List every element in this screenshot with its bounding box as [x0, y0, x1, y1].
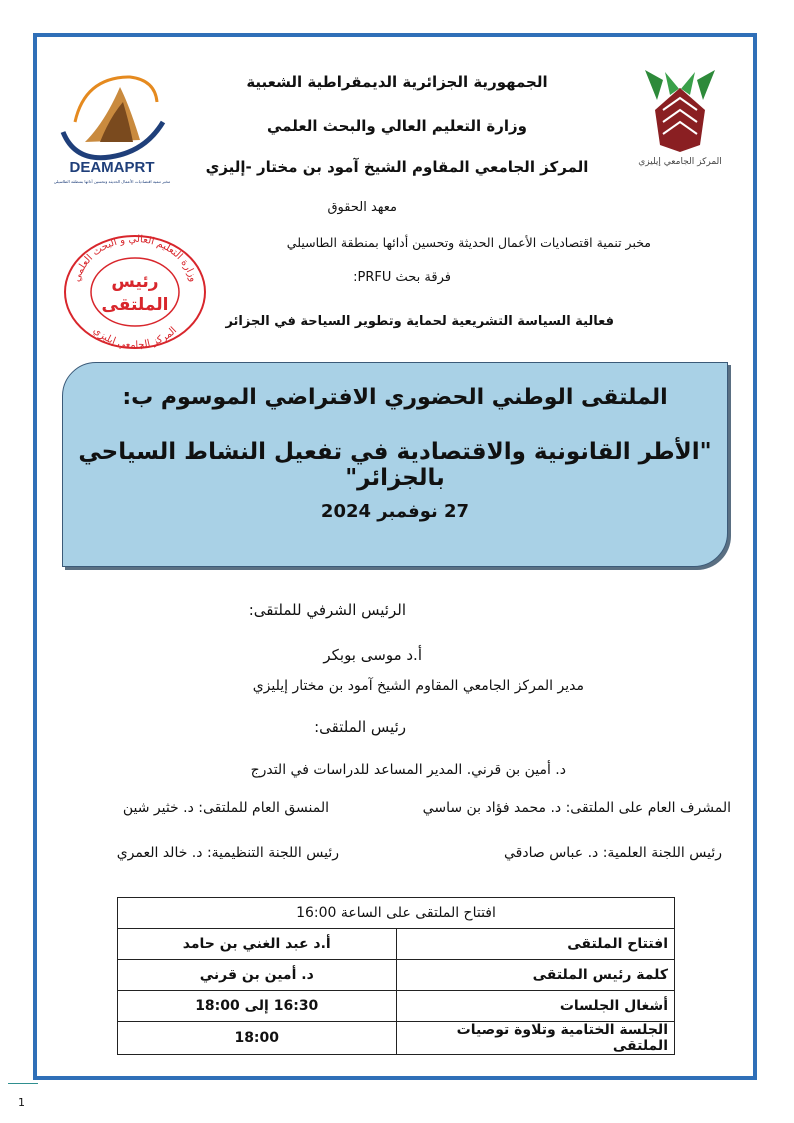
footer-divider	[8, 1083, 38, 1084]
honorary-label: الرئيس الشرفي للملتقى:	[248, 601, 406, 619]
table-row	[118, 991, 675, 1022]
page-number: 1	[18, 1096, 25, 1109]
official-stamp	[60, 230, 210, 350]
program-item: الجلسة الختامية وتلاوة توصيات الملتقى	[396, 1022, 675, 1055]
program-detail: 18:00	[118, 1022, 397, 1055]
program-detail: د. أمين بن قرني	[118, 960, 397, 991]
table-row	[118, 960, 675, 991]
svg-text:رئيس: رئيس	[111, 272, 159, 292]
honorary-role: مدير المركز الجامعي المقاوم الشيخ آمود بن مختار إيليزي	[252, 678, 584, 694]
general-coordinator: المنسق العام للملتقى: د. خثير شين	[122, 800, 329, 816]
chair-name: د. أمين بن قرني. المدير المساعد للدراسات في التدرج	[250, 762, 566, 778]
program-table	[117, 897, 675, 1055]
institute-name: معهد الحقوق	[327, 200, 397, 215]
table-row	[118, 898, 675, 929]
table-row	[118, 929, 675, 960]
conference-title: "الأطر القانونية والاقتصادية في تفعيل النشاط السياحي بالجزائر"	[78, 439, 712, 491]
ministry-title: وزارة التعليم العالي والبحث العلمي	[266, 117, 528, 135]
program-detail: أ.د عبد الغني بن حامد	[118, 929, 397, 960]
svg-text:المركز الجامعي إيليزي: المركز الجامعي إيليزي	[90, 325, 180, 350]
honorary-name: أ.د موسى بوبكر	[323, 646, 422, 664]
research-team: فرقة بحث PRFU:	[353, 270, 451, 285]
program-title: افتتاح الملتقى على الساعة 16:00	[118, 898, 675, 929]
republic-title: الجمهورية الجزائرية الديمقراطية الشعبية	[246, 73, 548, 91]
scientific-committee-chair: رئيس اللجنة العلمية: د. عباس صادقي	[504, 845, 722, 861]
svg-text:DEAMAPRT: DEAMAPRT	[69, 159, 155, 176]
svg-text:الملتقى: الملتقى	[101, 295, 169, 315]
title-banner	[62, 362, 728, 567]
center-title: المركز الجامعي المقاوم الشيخ آمود بن مختار -إليزي	[205, 158, 589, 176]
chair-label: رئيس الملتقى:	[314, 718, 406, 736]
program-detail: 16:30 إلى 18:00	[118, 991, 397, 1022]
table-row	[118, 1022, 675, 1055]
svg-text:المركز الجامعي إيليزي: المركز الجامعي إيليزي	[638, 157, 722, 167]
organizing-committee-chair: رئيس اللجنة التنظيمية: د. خالد العمري	[116, 845, 339, 861]
conference-date: 27 نوفمبر 2024	[320, 501, 470, 522]
program-item: افتتاح الملتقى	[396, 929, 675, 960]
svg-text:مخبر تنمية اقتصاديات الأعمال ا: مخبر تنمية اقتصاديات الأعمال الحديثة وتحسين أدائها بمنطقة الطاسيلي	[53, 179, 171, 184]
svg-text:وزارة التعليم العالي و البحث ا: وزارة التعليم العالي و البحث العلمي	[71, 233, 199, 284]
program-item: كلمة رئيس الملتقى	[396, 960, 675, 991]
general-supervisor: المشرف العام على الملتقى: د. محمد فؤاد بن ساسي	[422, 800, 731, 816]
lab-name: مخبر تنمية اقتصاديات الأعمال الحديثة وتحسين أدائها بمنطقة الطاسيلي	[286, 235, 651, 250]
banner-intro: الملتقى الوطني الحضوري الافتراضي الموسوم ب:	[122, 385, 668, 410]
program-item: أشغال الجلسات	[396, 991, 675, 1022]
project-title: فعالية السياسة التشريعية لحماية وتطوير السياحة في الجزائر	[225, 314, 614, 329]
